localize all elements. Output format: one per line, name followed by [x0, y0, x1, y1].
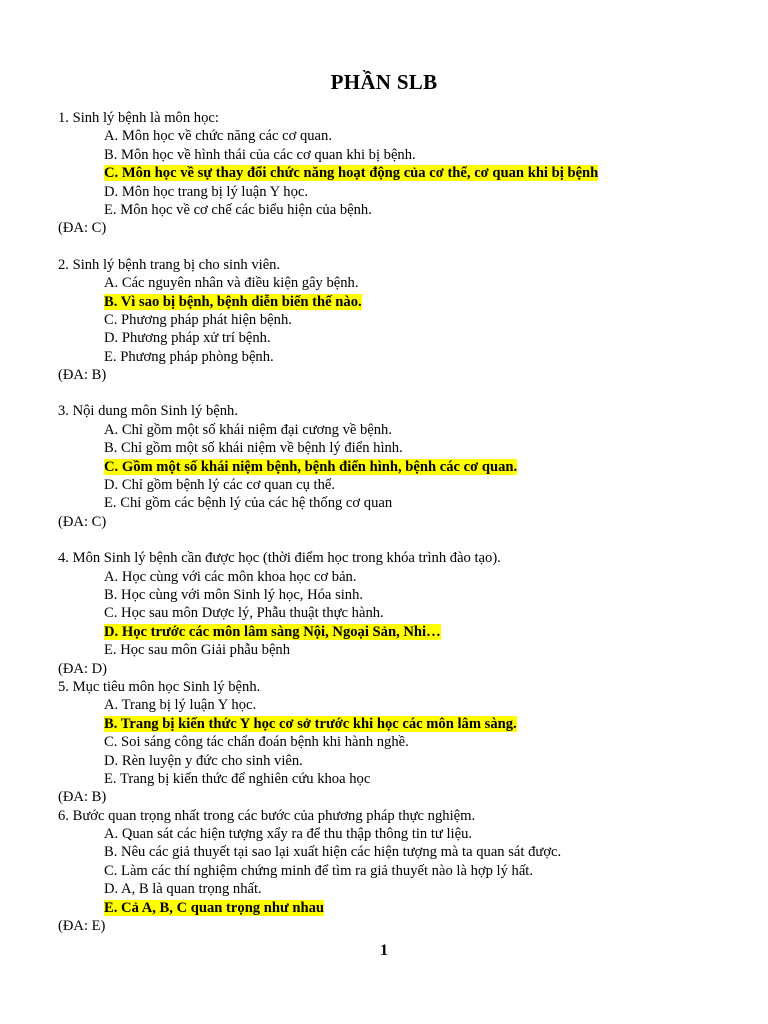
option-text: B. Nêu các giả thuyết tại sao lại xuất hiện các hiện tượng mà ta quan sát được. — [104, 844, 562, 861]
option-text: E. Trang bị kiến thức để nghiên cứu khoa học — [104, 770, 371, 787]
answer-option — [58, 348, 738, 366]
question-block — [58, 807, 738, 936]
question-block — [58, 678, 738, 807]
question-block — [58, 402, 738, 531]
answer-option — [58, 421, 738, 439]
question-stem: 4. Môn Sinh lý bệnh cần được học (thời điểm học trong khóa trình đào tạo). — [58, 550, 501, 567]
answer-option — [58, 476, 738, 494]
correct-option — [58, 164, 738, 182]
answer-option — [58, 201, 738, 219]
option-text: A. Trang bị lý luận Y học. — [104, 697, 257, 714]
answer-option — [58, 274, 738, 292]
option-text: C. Làm các thí nghiệm chứng minh để tìm ra giả thuyết nào là hợp lý hất. — [104, 862, 534, 879]
option-text: B. Trang bị kiến thức Y học cơ sở trước khi học các môn lâm sàng. — [104, 715, 517, 732]
correct-option — [58, 715, 738, 733]
answer-key: (ĐA: D) — [58, 660, 108, 677]
option-text: C. Soi sáng công tác chẩn đoán bệnh khi hành nghề. — [104, 734, 409, 751]
option-text: D. Rèn luyện y đức cho sinh viên. — [104, 752, 303, 769]
page-title: PHẦN SLB — [330, 70, 438, 94]
answer-key: (ĐA: C) — [58, 220, 107, 237]
option-text: A. Các nguyên nhân và điều kiện gây bệnh. — [104, 275, 359, 292]
option-text: C. Gồm một số khái niệm bệnh, bệnh điển hình, bệnh các cơ quan. — [104, 458, 518, 475]
option-text: C. Phương pháp phát hiện bệnh. — [104, 311, 292, 328]
question-spacer — [58, 238, 738, 256]
answer-option — [58, 770, 738, 788]
question-spacer — [58, 531, 738, 549]
option-text: E. Chỉ gồm các bệnh lý của các hệ thống cơ quan — [104, 495, 393, 512]
answer-option — [58, 439, 738, 457]
question-stem: 5. Mục tiêu môn học Sinh lý bệnh. — [58, 678, 261, 695]
page-number: 1 — [380, 942, 388, 959]
option-text: E. Cả A, B, C quan trọng như nhau — [104, 899, 325, 916]
option-text: A. Học cùng với các môn khoa học cơ bản. — [104, 568, 357, 585]
answer-key: (ĐA: B) — [58, 367, 107, 384]
option-text: D. Chỉ gồm bệnh lý các cơ quan cụ thể. — [104, 477, 336, 494]
option-text: E. Môn học về cơ chế các biểu hiện của bệnh. — [104, 201, 372, 218]
option-text: E. Học sau môn Giải phẫu bệnh — [104, 642, 291, 659]
answer-option — [58, 843, 738, 861]
answer-key: (ĐA: C) — [58, 513, 107, 530]
answer-key: (ĐA: E) — [58, 918, 106, 935]
answer-option — [58, 329, 738, 347]
correct-option — [58, 458, 738, 476]
option-text: C. Học sau môn Dược lý, Phẫu thuật thực hành. — [104, 605, 384, 622]
answer-option — [58, 880, 738, 898]
answer-option — [58, 494, 738, 512]
question-stem: 2. Sinh lý bệnh trang bị cho sinh viên. — [58, 256, 281, 273]
answer-option — [58, 127, 738, 145]
answer-option — [58, 696, 738, 714]
question-list — [58, 109, 738, 935]
correct-option — [58, 899, 738, 917]
question-stem: 3. Nội dung môn Sinh lý bệnh. — [58, 403, 238, 420]
question-spacer — [58, 384, 738, 402]
answer-option — [58, 311, 738, 329]
option-text: D. Phương pháp xử trí bệnh. — [104, 330, 271, 347]
answer-option — [58, 825, 738, 843]
option-text: D. Môn học trang bị lý luận Y học. — [104, 183, 309, 200]
answer-option — [58, 146, 738, 164]
option-text: D. Học trước các môn lâm sàng Nội, Ngoại Sản, Nhi… — [104, 623, 441, 640]
correct-option — [58, 293, 738, 311]
answer-option — [58, 862, 738, 880]
answer-option — [58, 752, 738, 770]
answer-option — [58, 586, 738, 604]
correct-option — [58, 623, 738, 641]
answer-option — [58, 641, 738, 659]
question-block — [58, 109, 738, 238]
question-block — [58, 256, 738, 385]
option-text: B. Vì sao bị bệnh, bệnh diễn biến thế nào. — [104, 293, 362, 310]
answer-option — [58, 568, 738, 586]
question-block — [58, 549, 738, 678]
question-stem: 1. Sinh lý bệnh là môn học: — [58, 110, 219, 126]
answer-option — [58, 183, 738, 201]
answer-key: (ĐA: B) — [58, 789, 107, 806]
question-stem: 6. Bước quan trọng nhất trong các bước của phương pháp thực nghiệm. — [58, 807, 476, 824]
option-text: A. Quan sát các hiện tượng xẩy ra để thu thập thông tin tư liệu. — [104, 826, 473, 843]
option-text: B. Môn học về hình thái của các cơ quan khi bị bệnh. — [104, 146, 416, 163]
answer-option — [58, 733, 738, 751]
option-text: C. Môn học về sự thay đổi chức năng hoạt động của cơ thể, cơ quan khi bị bệnh — [104, 165, 599, 182]
option-text: D. A, B là quan trọng nhất. — [104, 881, 262, 898]
option-text: A. Môn học về chức năng các cơ quan. — [104, 128, 332, 145]
answer-option — [58, 604, 738, 622]
option-text: A. Chỉ gồm một số khái niệm đại cương về bệnh. — [104, 421, 393, 438]
option-text: B. Chỉ gồm một số khái niệm về bệnh lý điển hình. — [104, 440, 403, 457]
option-text: B. Học cùng với môn Sinh lý học, Hóa sinh. — [104, 586, 364, 603]
option-text: E. Phương pháp phòng bệnh. — [104, 348, 274, 365]
